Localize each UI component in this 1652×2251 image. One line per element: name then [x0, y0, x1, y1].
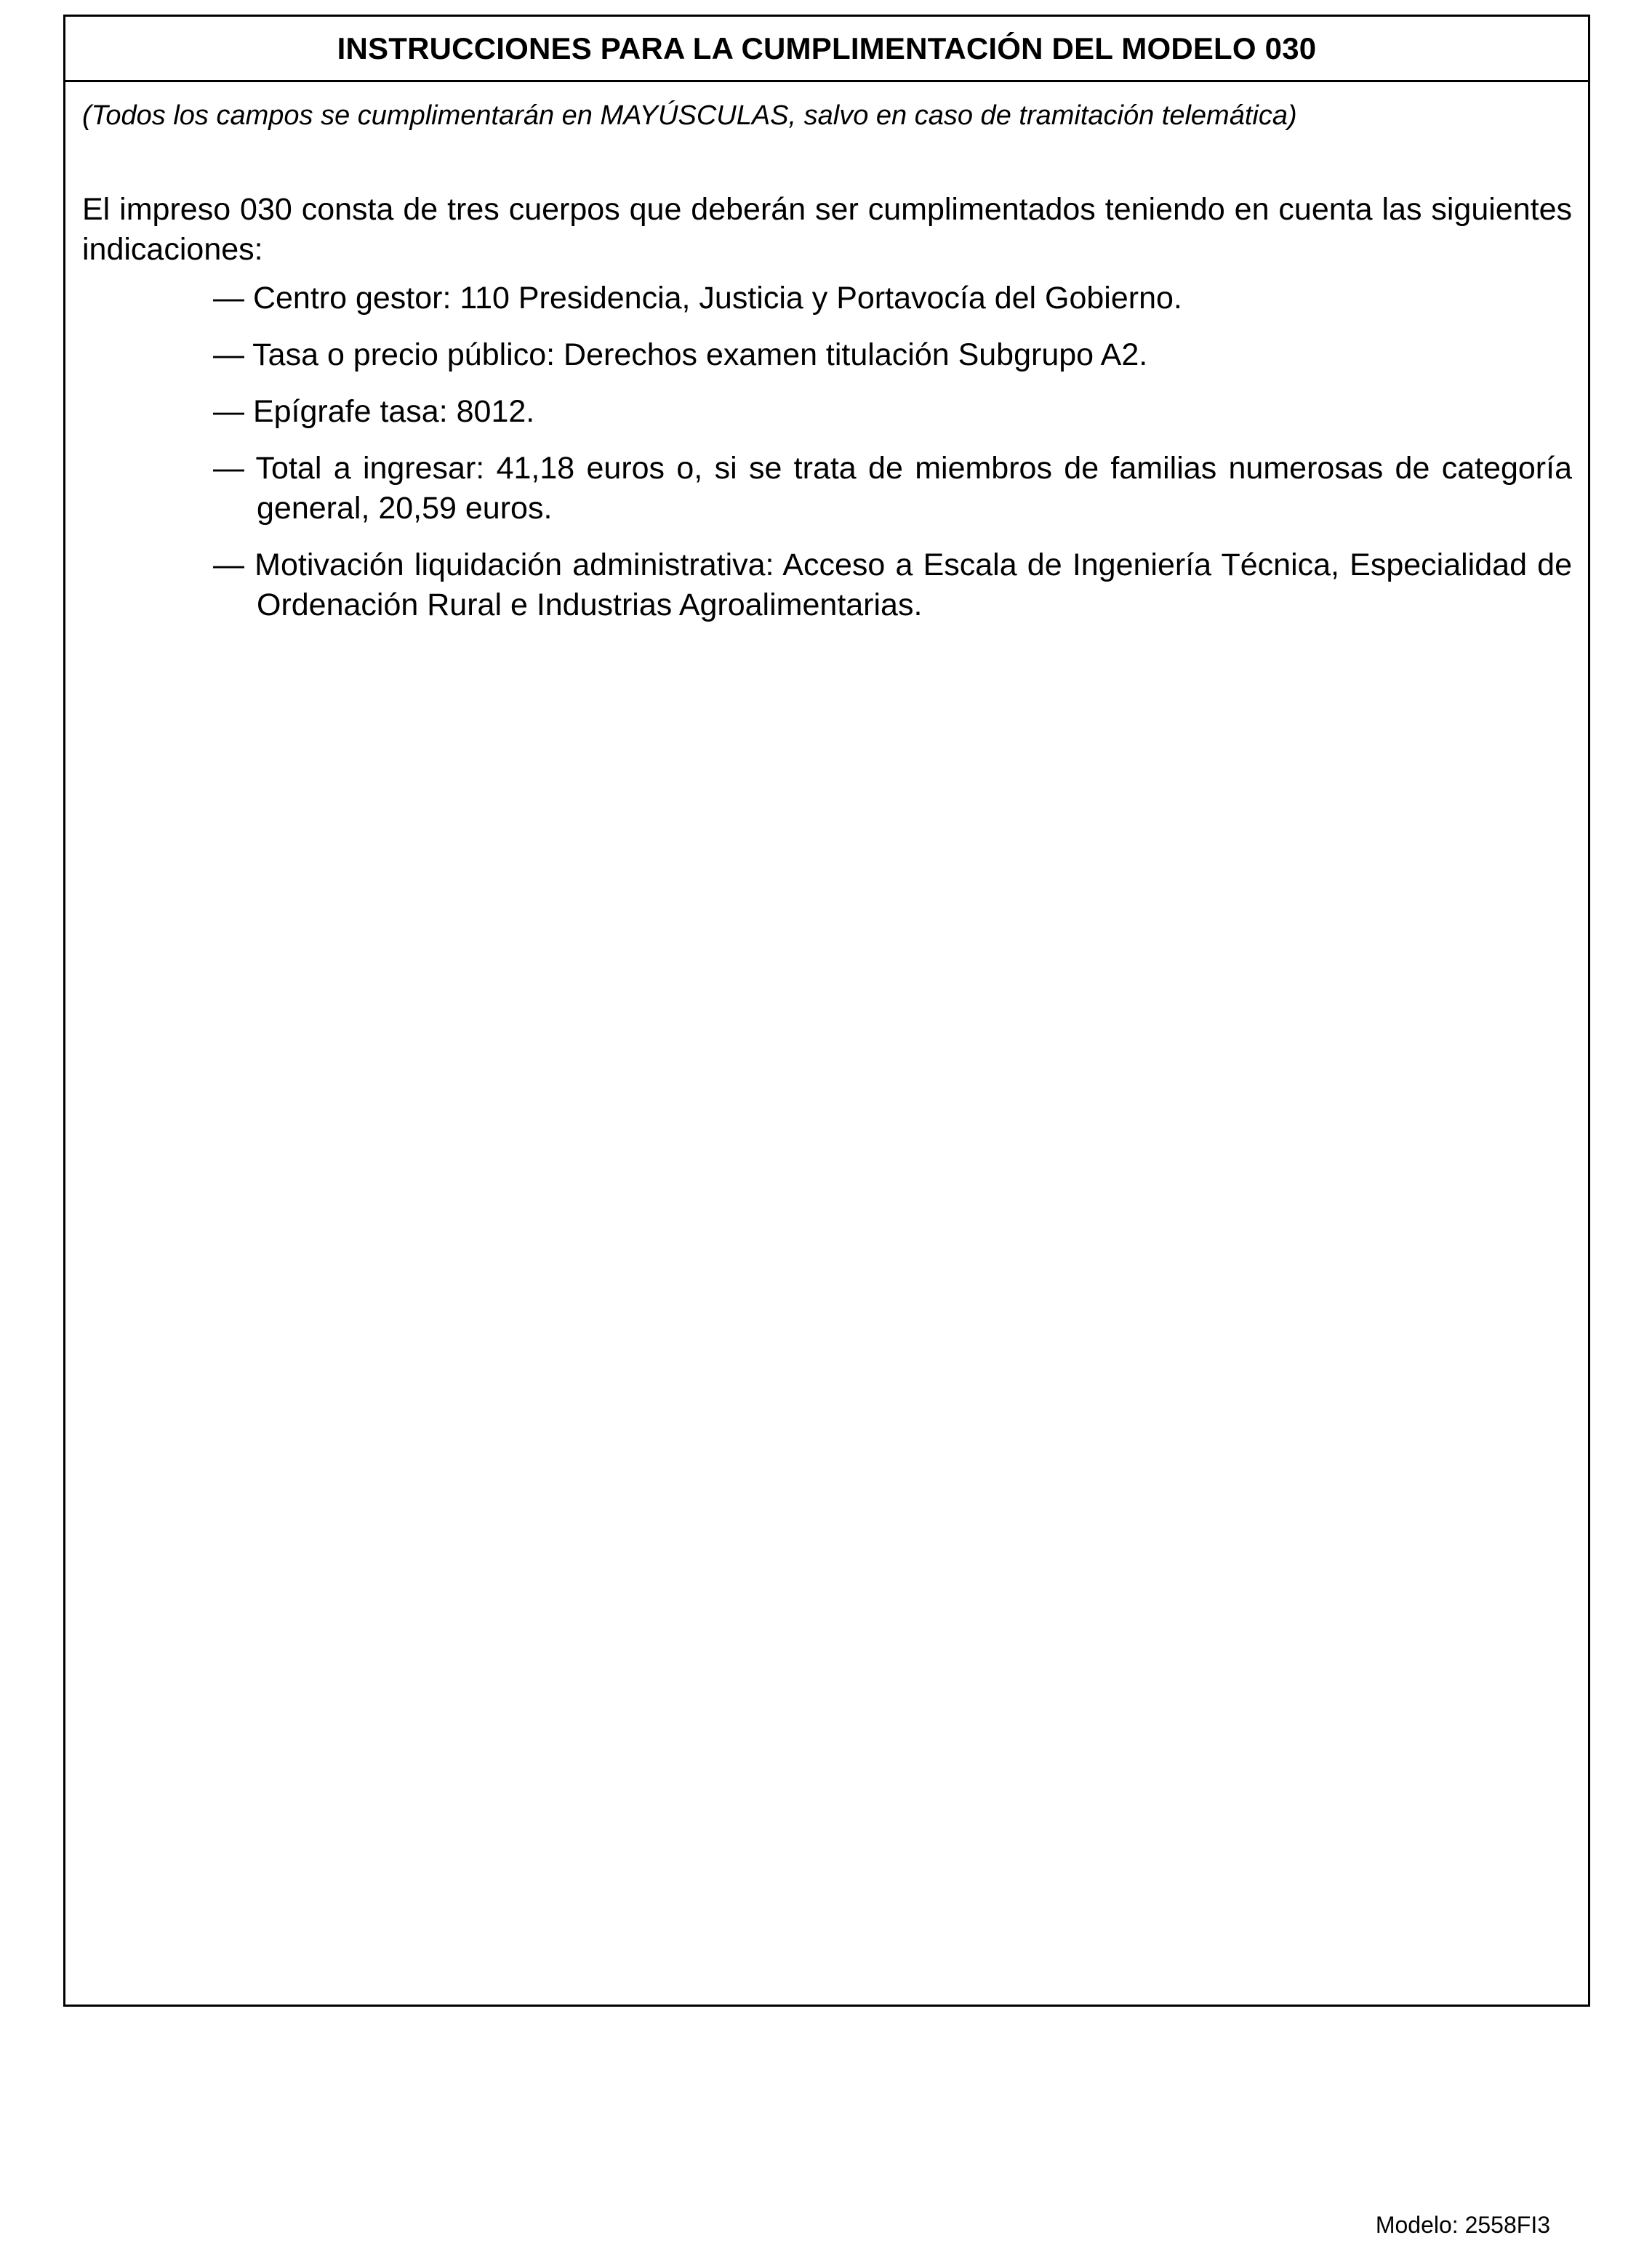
instruction-item-total: — Total a ingresar: 41,18 euros o, si se trata de miembros de familias numerosas de categoría general, 20,59 euros. — [213, 451, 1572, 526]
instruction-item-epigrafe: — Epígrafe tasa: 8012. — [213, 394, 535, 429]
instruction-list — [82, 278, 1572, 625]
form-body — [65, 98, 1588, 625]
instructions-form — [63, 15, 1590, 2007]
intro-paragraph: El impreso 030 consta de tres cuerpos que deberán ser cumplimentados teniendo en cuenta las siguientes indicaciones: — [82, 192, 1572, 267]
instruction-item-motivacion: — Motivación liquidación administrativa: Acceso a Escala de Ingeniería Técnica, Especialidad de Ordenación Rural e Industrias Agroalimentarias. — [213, 547, 1572, 622]
uppercase-note: (Todos los campos se cumplimentarán en MAYÚSCULAS, salvo en caso de tramitación telemática) — [82, 100, 1297, 131]
instruction-item-centro-gestor: — Centro gestor: 110 Presidencia, Justicia y Portavocía del Gobierno. — [213, 281, 1182, 316]
form-header — [65, 17, 1588, 82]
instruction-item-tasa: — Tasa o precio público: Derechos examen titulación Subgrupo A2. — [213, 337, 1148, 372]
model-code: Modelo: 2558FI3 — [1375, 2212, 1550, 2238]
form-title: INSTRUCCIONES PARA LA CUMPLIMENTACIÓN DEL MODELO 030 — [337, 31, 1317, 65]
